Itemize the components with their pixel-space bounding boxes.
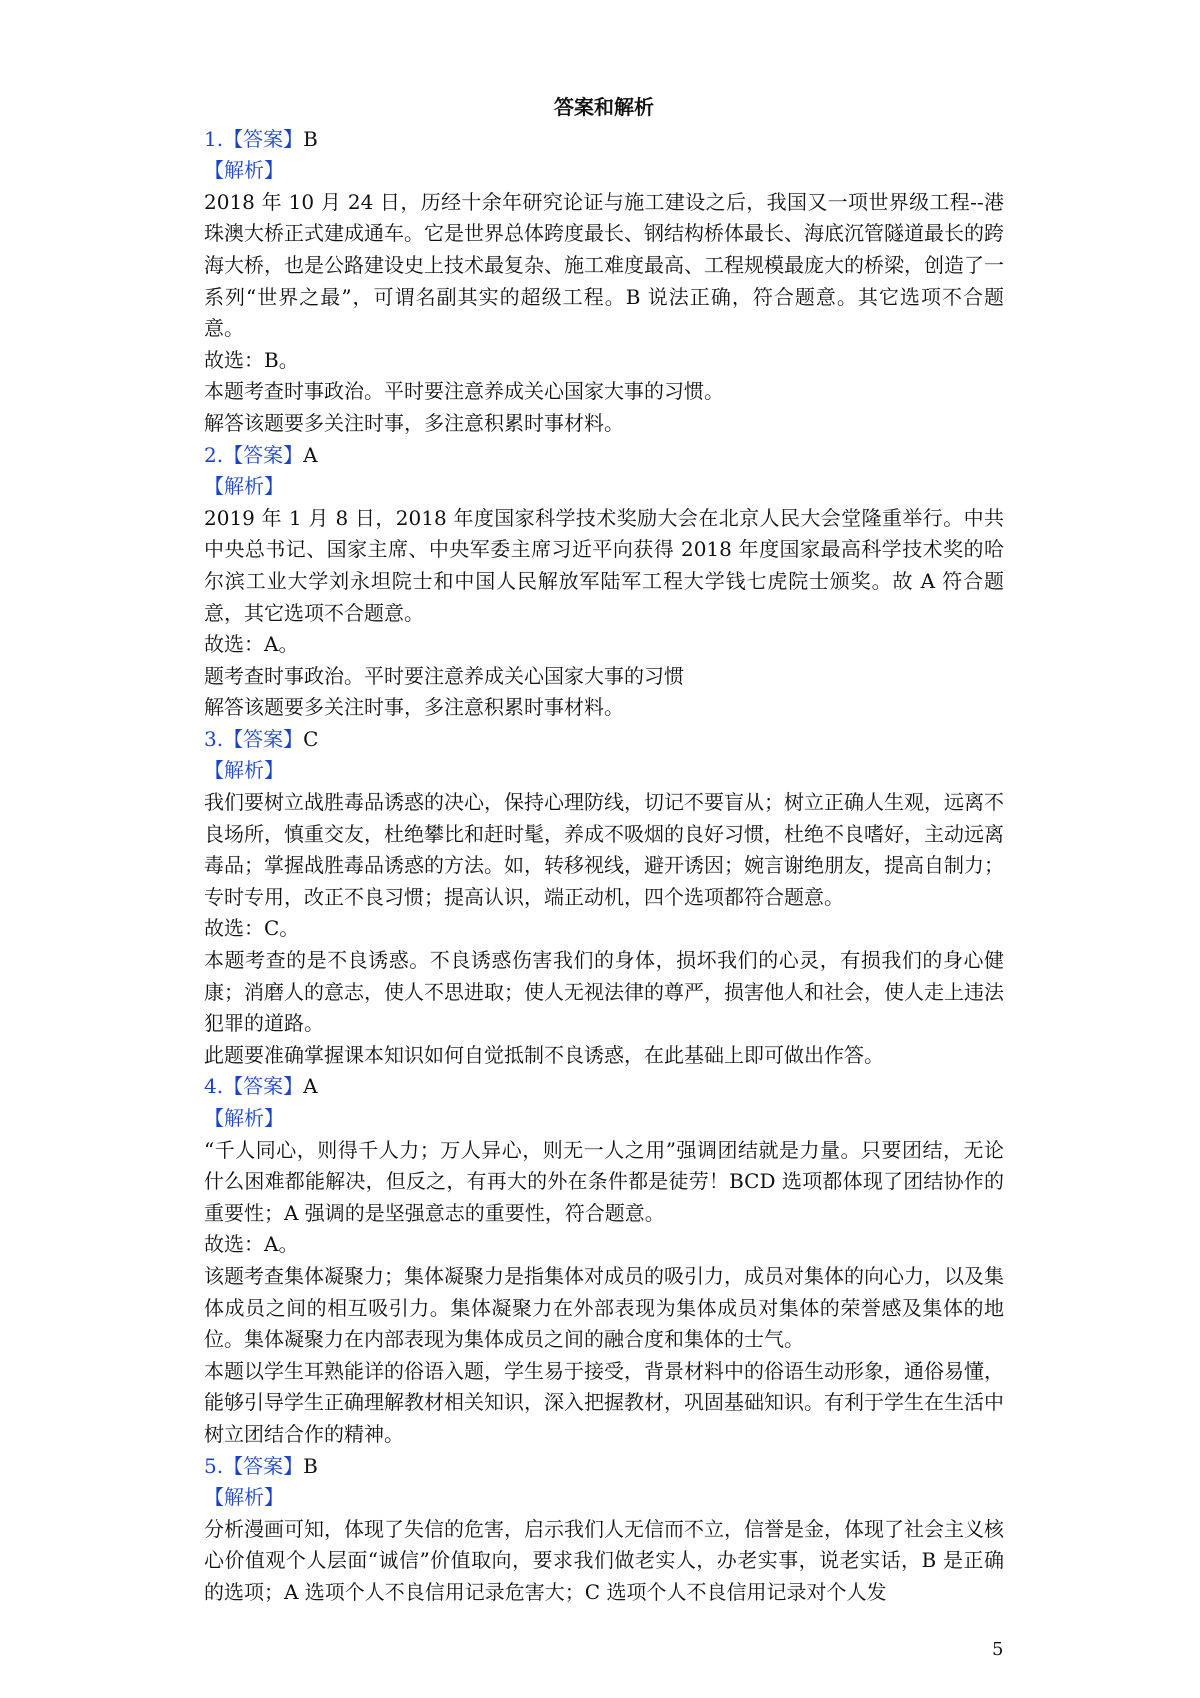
- answer-label: 3.【答案】: [204, 726, 304, 751]
- page-title: 答案和解析: [554, 95, 654, 119]
- question-block: [204, 724, 1004, 1072]
- answer-label: 1.【答案】: [204, 126, 304, 151]
- analysis-paragraph: 该题考查集体凝聚力；集体凝聚力是指集体对成员的吸引力，成员对集体的向心力，以及集体成员之间的相互吸引力。集体凝聚力在外部表现为集体成员对集体的荣誉感及集体的地位。集体凝聚力在内部表现为集体成员之间的融合度和集体的士气。: [204, 1263, 1004, 1352]
- analysis-paragraph: 故选：B。: [204, 347, 299, 372]
- answer-label: 5.【答案】: [204, 1453, 304, 1478]
- analysis-paragraph: 解答该题要多关注时事，多注意积累时事材料。: [204, 410, 624, 435]
- analysis-label: 【解析】: [204, 474, 284, 499]
- analysis-paragraph: 题考查时事政治。平时要注意养成关心国家大事的习惯: [204, 663, 684, 688]
- answer-line: [204, 124, 1004, 156]
- answer-label: 4.【答案】: [204, 1074, 304, 1099]
- page-number: 5: [992, 1639, 1004, 1660]
- question-block: [204, 124, 1004, 440]
- answer-line: [204, 1451, 1004, 1483]
- answer-label: 2.【答案】: [204, 442, 304, 467]
- analysis-paragraph: “千人同心，则得千人力；万人异心，则无一人之用”强调团结就是力量。只要团结，无论什么困难都能解决，但反之，有再大的外在条件都是徒劳！BCD 选项都体现了团结协作的重要性；A 强调的是坚强意志的重要性，符合题意。: [204, 1137, 1004, 1225]
- answer-line: [204, 724, 1004, 756]
- analysis-paragraph: 本题考查时事政治。平时要注意养成关心国家大事的习惯。: [204, 379, 724, 404]
- analysis-paragraph: 故选：C。: [204, 916, 300, 941]
- answer-line: [204, 440, 1004, 472]
- answer-value: C: [303, 726, 319, 751]
- analysis-paragraph: 分析漫画可知，体现了失信的危害，启示我们人无信而不立，信誉是金，体现了社会主义核心价值观个人层面“诚信”价值取向，要求我们做老实人，办老实事，说老实话，B 是正确的选项；A 选项个人不良信用记录危害大；C 选项个人不良信用记录对个人发: [204, 1516, 1004, 1604]
- answer-value: A: [303, 442, 318, 467]
- analysis-paragraph: 2019 年 1 月 8 日，2018 年度国家科学技术奖励大会在北京人民大会堂隆重举行。中共中央总书记、国家主席、中央军委主席习近平向获得 2018 年度国家最高科学技术奖的哈尔滨工业大学刘永坦院士和中国人民解放军陆军工程大学钱七虎院士颁奖。故 A 符合题意，其它选项不合题意。: [204, 505, 1004, 625]
- answer-value: B: [303, 1453, 318, 1478]
- question-block: [204, 440, 1004, 724]
- analysis-paragraph: 我们要树立战胜毒品诱惑的决心，保持心理防线，切记不要盲从；树立正确人生观，远离不良场所，慎重交友，杜绝攀比和赶时髦，养成不吸烟的良好习惯，杜绝不良嗜好，主动远离毒品；掌握战胜毒品诱惑的方法。如，转移视线，避开诱因；婉言谢绝朋友，提高自制力；专时专用，改正不良习惯；提高认识，端正动机，四个选项都符合题意。: [204, 790, 1004, 909]
- analysis-label: 【解析】: [204, 758, 284, 783]
- answer-line: [204, 1071, 1004, 1103]
- analysis-paragraph: 此题要准确掌握课本知识如何自觉抵制不良诱惑，在此基础上即可做出作答。: [204, 1042, 884, 1067]
- analysis-paragraph: 2018 年 10 月 24 日，历经十余年研究论证与施工建设之后，我国又一项世界级工程--港珠澳大桥正式建成通车。它是世界总体跨度最长、钢结构桥体最长、海底沉管隧道最长的跨海大桥，也是公路建设史上技术最复杂、施工难度最高、工程规模最庞大的桥梁，创造了一系列“世界之最”，可谓名副其实的超级工程。B 说法正确，符合题意。其它选项不合题意。: [204, 189, 1004, 341]
- answer-value: B: [303, 126, 318, 151]
- answer-list: [204, 124, 1004, 1609]
- analysis-paragraph: 本题以学生耳熟能详的俗语入题，学生易于接受，背景材料中的俗语生动形象，通俗易懂，能够引导学生正确理解教材相关知识，深入把握教材，巩固基础知识。有利于学生在生活中树立团结合作的精神。: [204, 1358, 1004, 1446]
- analysis-label: 【解析】: [204, 1106, 284, 1130]
- analysis-paragraph: 故选：A。: [204, 1232, 299, 1257]
- analysis-paragraph: 本题考查的是不良诱惑。不良诱惑伤害我们的身体，损坏我们的心灵，有损我们的身心健康；消磨人的意志，使人不思进取；使人无视法律的尊严，损害他人和社会，使人走上违法犯罪的道路。: [204, 948, 1004, 1036]
- analysis-paragraph: 故选：A。: [204, 632, 299, 657]
- analysis-label: 【解析】: [204, 158, 284, 183]
- analysis-label: 【解析】: [204, 1485, 284, 1510]
- document-page: [204, 92, 1004, 1609]
- analysis-paragraph: 解答该题要多关注时事，多注意积累时事材料。: [204, 695, 624, 720]
- question-block: [204, 1071, 1004, 1450]
- question-block: [204, 1451, 1004, 1609]
- answer-value: A: [303, 1074, 318, 1099]
